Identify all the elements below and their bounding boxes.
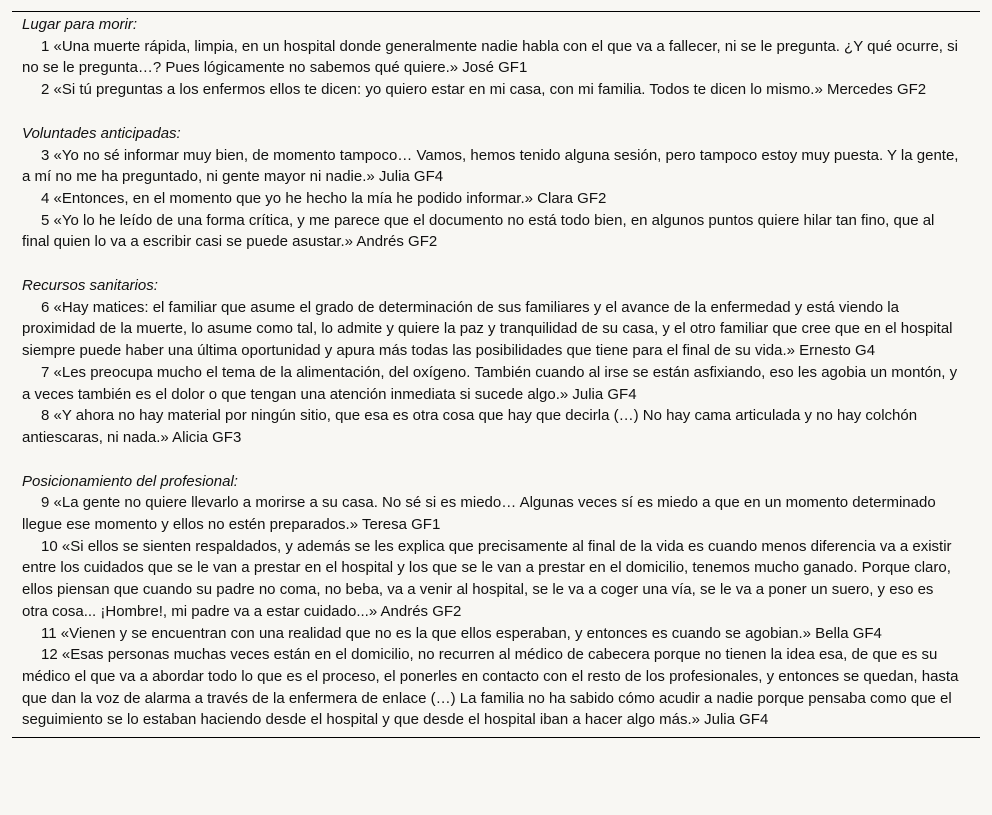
section-heading: Voluntades anticipadas: (22, 124, 181, 142)
quote: 9 «La gente no quiere llevarlo a morirse a su casa. No sé si es miedo… Algunas veces sí es miedo a que en un momento determinado llegue ese momento y ellos no estén preparados.» Teresa GF1 (22, 494, 936, 534)
section-lugar-para-morir (22, 14, 980, 101)
quote: 7 «Les preocupa mucho el tema de la alimentación, del oxígeno. También cuando al irse se están asfixiando, eso les agobia un montón, y a veces también es el dolor o que tengan una atención inmediata si sucede algo.» Julia GF4 (22, 363, 958, 403)
section-heading: Posicionamiento del profesional: (22, 472, 238, 490)
quote: 6 «Hay matices: el familiar que asume el grado de determinación de sus familiares y el avance de la enfermedad y está viendo la proximidad de la muerte, lo asume como tal, lo admite y quiere la paz y tranquilidad de su casa, y el otro familiar que cree que en el hospital siempre puede haber una última oportunidad y apura más todas las posibilidades que tiene para el final de su vida.» Ernesto G4 (22, 298, 953, 360)
quote: 3 «Yo no sé informar muy bien, de momento tampoco… Vamos, hemos tenido alguna sesión, pero tampoco estoy muy puesta. Y la gente, a mí no me ha preguntado, ni gente mayor ni nadie.» Julia GF4 (22, 146, 959, 186)
section-voluntades-anticipadas (22, 123, 980, 253)
quote: 10 «Si ellos se sienten respaldados, y además se les explica que precisamente al final de la vida es cuando menos diferencia va a existir entre los cuidados que se le van a prestar en el hospital y los que se le van a prestar en el domicilio, tenemos mucho ganado. Porque claro, ellos piensan que cuando su padre no coma, no beba, va a venir al hospital, se le va a coger una vía, se le va a poner un suero, y eso es otra cosa... ¡Hombre!, mi padre va a estar cuidado...» Andrés GF2 (22, 537, 952, 620)
quote: 2 «Si tú preguntas a los enfermos ellos te dicen: yo quiero estar en mi casa, con mi familia. Todos te dicen lo mismo.» Mercedes GF2 (41, 81, 927, 99)
quote: 5 «Yo lo he leído de una forma crítica, y me parece que el documento no está todo bien, en algunos puntos quiere hilar tan fino, que al final quien lo va a escribir casi se puede asustar.» Andrés GF2 (22, 211, 935, 251)
section-recursos-sanitarios (22, 275, 980, 449)
quote: 11 «Vienen y se encuentran con una realidad que no es la que ellos esperaban, y entonces es cuando se agobian.» Bella GF4 (41, 624, 882, 642)
quote: 4 «Entonces, en el momento que yo he hecho la mía he podido informar.» Clara GF2 (41, 189, 607, 207)
quote: 1 «Una muerte rápida, limpia, en un hospital donde generalmente nadie habla con el que va a fallecer, ni se le pregunta. ¿Y qué ocurre, si no se le pregunta…? Pues lógicamente no sabemos qué quiere.» José GF1 (22, 37, 958, 77)
section-heading: Recursos sanitarios: (22, 277, 158, 295)
quotes-table (12, 11, 980, 738)
section-heading: Lugar para morir: (22, 16, 138, 33)
quote: 8 «Y ahora no hay material por ningún sitio, que esa es otra cosa que hay que decirla (…) No hay cama articulada y no hay colchón antiescaras, ni nada.» Alicia GF3 (22, 407, 918, 446)
quote: 12 «Esas personas muchas veces están en el domicilio, no recurren al médico de cabecera porque no tienen la idea esa, de que es su médico el que va a abordar todo lo que es el proceso, el ponerles en contacto con el resto de los profesionales, y entonces se quedan, hasta que dan la voz de alarma a través de la enfermera de enlace (…) La familia no ha sabido cómo acudir a nadie porque pensaba como que el seguimiento se lo estaban haciendo desde el hospital y que desde el hospital iban a hacer algo más.» Julia GF4 (22, 646, 959, 729)
section-posicionamiento-profesional (22, 471, 980, 731)
